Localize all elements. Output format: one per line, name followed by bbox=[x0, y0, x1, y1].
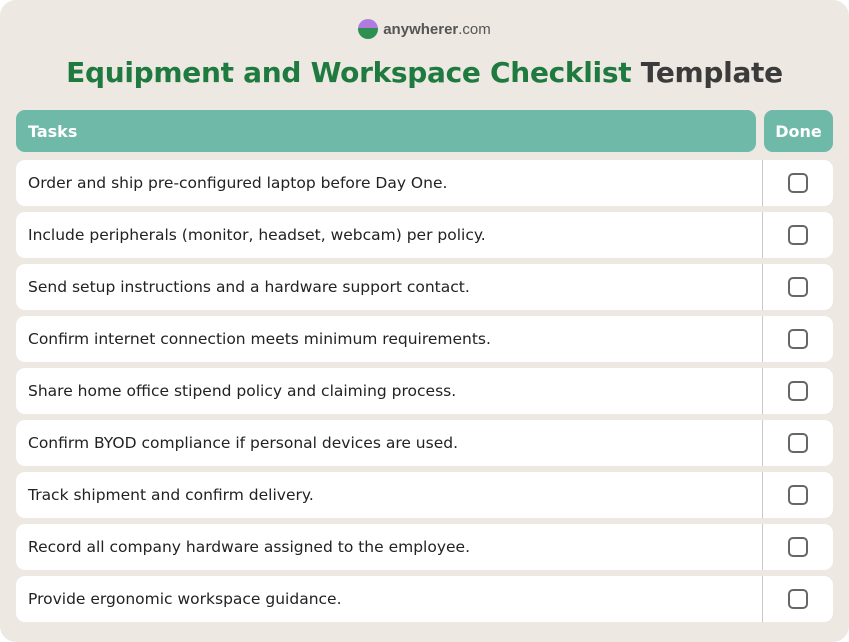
logo-brand: anywherer bbox=[383, 20, 459, 38]
globe-icon bbox=[358, 19, 378, 39]
done-cell bbox=[763, 433, 833, 453]
done-cell bbox=[763, 277, 833, 297]
page-title bbox=[0, 56, 849, 89]
table-row bbox=[16, 472, 833, 518]
done-cell bbox=[763, 225, 833, 245]
done-checkbox[interactable] bbox=[788, 277, 808, 297]
done-column-header: Done bbox=[764, 110, 833, 152]
task-text: Share home office stipend policy and claiming process. bbox=[16, 368, 763, 414]
task-text: Record all company hardware assigned to the employee. bbox=[16, 524, 763, 570]
done-checkbox[interactable] bbox=[788, 485, 808, 505]
task-text: Confirm internet connection meets minimum requirements. bbox=[16, 316, 763, 362]
table-row bbox=[16, 524, 833, 570]
title-suffix: Template bbox=[640, 56, 783, 89]
logo bbox=[0, 19, 849, 39]
title-main: Equipment and Workspace Checklist bbox=[66, 56, 632, 89]
table-row bbox=[16, 368, 833, 414]
task-text: Provide ergonomic workspace guidance. bbox=[16, 576, 763, 622]
table-row bbox=[16, 316, 833, 362]
done-checkbox[interactable] bbox=[788, 433, 808, 453]
task-text: Track shipment and confirm delivery. bbox=[16, 472, 763, 518]
done-checkbox[interactable] bbox=[788, 173, 808, 193]
done-cell bbox=[763, 381, 833, 401]
table-row bbox=[16, 212, 833, 258]
task-text: Confirm BYOD compliance if personal devices are used. bbox=[16, 420, 763, 466]
done-cell bbox=[763, 173, 833, 193]
table-row bbox=[16, 576, 833, 622]
done-checkbox[interactable] bbox=[788, 329, 808, 349]
done-checkbox[interactable] bbox=[788, 225, 808, 245]
logo-suffix: .com bbox=[458, 20, 491, 38]
done-cell bbox=[763, 485, 833, 505]
table-row bbox=[16, 420, 833, 466]
done-cell bbox=[763, 537, 833, 557]
task-text: Include peripherals (monitor, headset, webcam) per policy. bbox=[16, 212, 763, 258]
task-text: Send setup instructions and a hardware support contact. bbox=[16, 264, 763, 310]
done-checkbox[interactable] bbox=[788, 537, 808, 557]
done-checkbox[interactable] bbox=[788, 381, 808, 401]
done-cell bbox=[763, 589, 833, 609]
done-cell bbox=[763, 329, 833, 349]
done-checkbox[interactable] bbox=[788, 589, 808, 609]
table-row bbox=[16, 160, 833, 206]
task-text: Order and ship pre-configured laptop before Day One. bbox=[16, 160, 763, 206]
table-row bbox=[16, 264, 833, 310]
tasks-column-header: Tasks bbox=[16, 110, 756, 152]
